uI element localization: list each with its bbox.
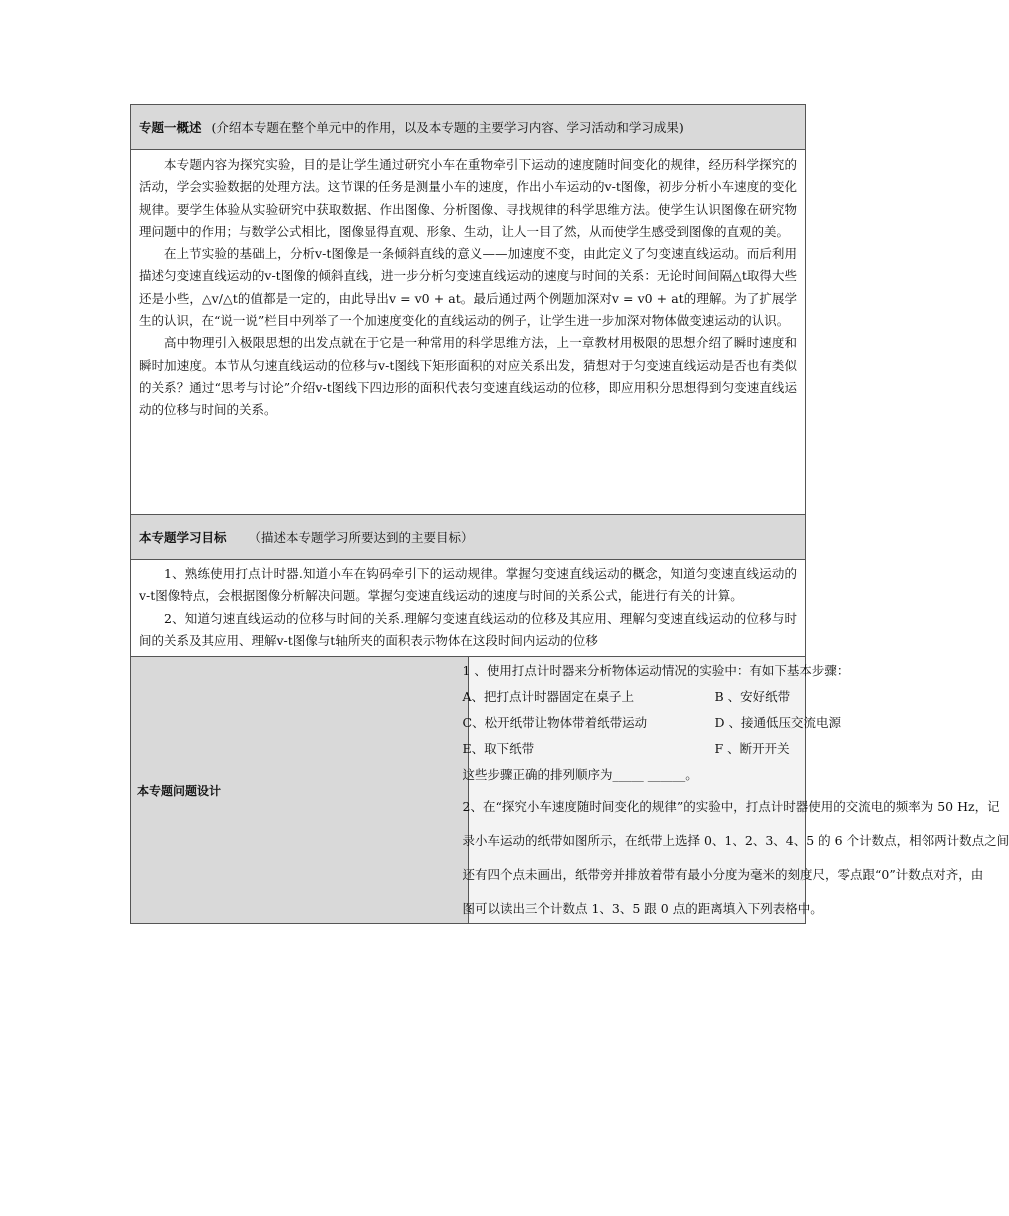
design-label-cell <box>131 657 469 924</box>
document-table-wrapper <box>130 104 1009 924</box>
q1-answer-line: 这些步骤正确的排列顺序为_____ ______。 <box>462 767 698 782</box>
overview-paragraph-2: 在上节实验的基础上，分析v-t图像是一条倾斜直线的意义——加速度不变，由此定义了匀变速直线运动。而后利用描述匀变速直线运动的v-t图像的倾斜直线，进一步分析匀变速直线运动的速度与时间的关系：无论时间间隔△t取得大些还是小些，△v/△t的值都是一定的，由此导出v = v0 + at。最后通过两个例题加深对v = v0 + at的理解。为了扩展学生的认识，在“说一说”栏目中列举了一个加速度变化的直线运动的例子，让学生进一步加深对物体做变速运动的认识。 <box>139 246 797 329</box>
q1-intro: 1 、使用打点计时器来分析物体运动情况的实验中：有如下基本步骤： <box>462 663 850 678</box>
goal-item-2: 2、知道匀速直线运动的位移与时间的关系.理解匀变速直线运动的位移及其应用、理解匀变速直线运动的位移与时间的关系及其应用、理解v-t图像与t轴所夹的面积表示物体在这段时间内运动的位移 <box>139 610 797 648</box>
goals-title: 本专题学习目标 <box>139 530 227 545</box>
design-title: 本专题问题设计 <box>137 783 222 798</box>
goal-item-1: 1、熟练使用打点计时器.知道小车在钩码牵引下的运动规律。掌握匀变速直线运动的概念，知道匀变速直线运动的v-t图像特点，会根据图像分析解决问题。掌握匀变速直线运动的速度与时间的关系公式，能进行有关的计算。 <box>139 566 797 604</box>
goals-body <box>131 560 806 657</box>
q2-line-3: 还有四个点未画出，纸带旁并排放着带有最小分度为毫米的刻度尺，零点跟“0”计数点对齐，由 <box>462 867 984 882</box>
overview-note: (介绍本专题在整个单元中的作用，以及本专题的主要学习内容、学习活动和学习成果) <box>211 120 684 135</box>
step-c: C、松开纸带让物体带着纸带运动 <box>462 715 648 730</box>
step-b: B 、安好纸带 <box>714 689 791 704</box>
q2-line-4: 图可以读出三个计数点 1、3、5 跟 0 点的距离填入下列表格中。 <box>462 901 823 916</box>
step-e: E、取下纸带 <box>462 741 535 756</box>
overview-paragraph-3: 高中物理引入极限思想的出发点就在于它是一种常用的科学思维方法，上一章教材用极限的思想介绍了瞬时速度和瞬时加速度。本节从匀速直线运动的位移与v-t图线下矩形面积的对应关系出发，猜想对于匀变速直线运动是否也有类似的关系？通过“思考与讨论”介绍v-t图线下四边形的面积代表匀变速直线运动的位移，即应用积分思想得到匀变速直线运动的位移与时间的关系。 <box>139 335 797 418</box>
overview-header <box>131 105 806 150</box>
goals-note: （描述本专题学习所要达到的主要目标） <box>248 530 474 545</box>
step-row-1 <box>462 687 791 705</box>
overview-paragraph-1: 本专题内容为探究实验，目的是让学生通过研究小车在重物牵引下运动的速度随时间变化的规律，经历科学探究的活动，学会实验数据的处理方法。这节课的任务是测量小车的速度，作出小车运动的v-t图像，初步分析小车速度的变化规律。要学生体验从实验研究中获取数据、作出图像、分析图像、寻找规律的科学思维方法。使学生认识图像在研究物理问题中的作用；与数学公式相比，图像显得直观、形象、生动，让人一目了然，从而使学生感受到图像的直观的美。 <box>139 157 797 239</box>
overview-title: 专题一概述 <box>139 120 202 135</box>
q2-line-2: 录小车运动的纸带如图所示，在纸带上选择 0、1、2、3、4、5 的 6 个计数点，相邻两计数点之间 <box>462 833 1009 848</box>
step-d: D 、接通低压交流电源 <box>714 715 841 730</box>
overview-body <box>131 150 806 515</box>
step-row-3 <box>462 739 790 757</box>
step-row-2 <box>462 713 841 731</box>
design-content-cell <box>462 657 1009 924</box>
step-f: F 、断开开关 <box>714 741 790 756</box>
lesson-plan-table <box>130 104 1009 924</box>
goals-header <box>131 515 806 560</box>
step-a: A、把打点计时器固定在桌子上 <box>462 689 635 704</box>
q2-line-1: 2、在“探究小车速度随时间变化的规律”的实验中，打点计时器使用的交流电的频率为 50 Hz，记 <box>462 799 1000 814</box>
